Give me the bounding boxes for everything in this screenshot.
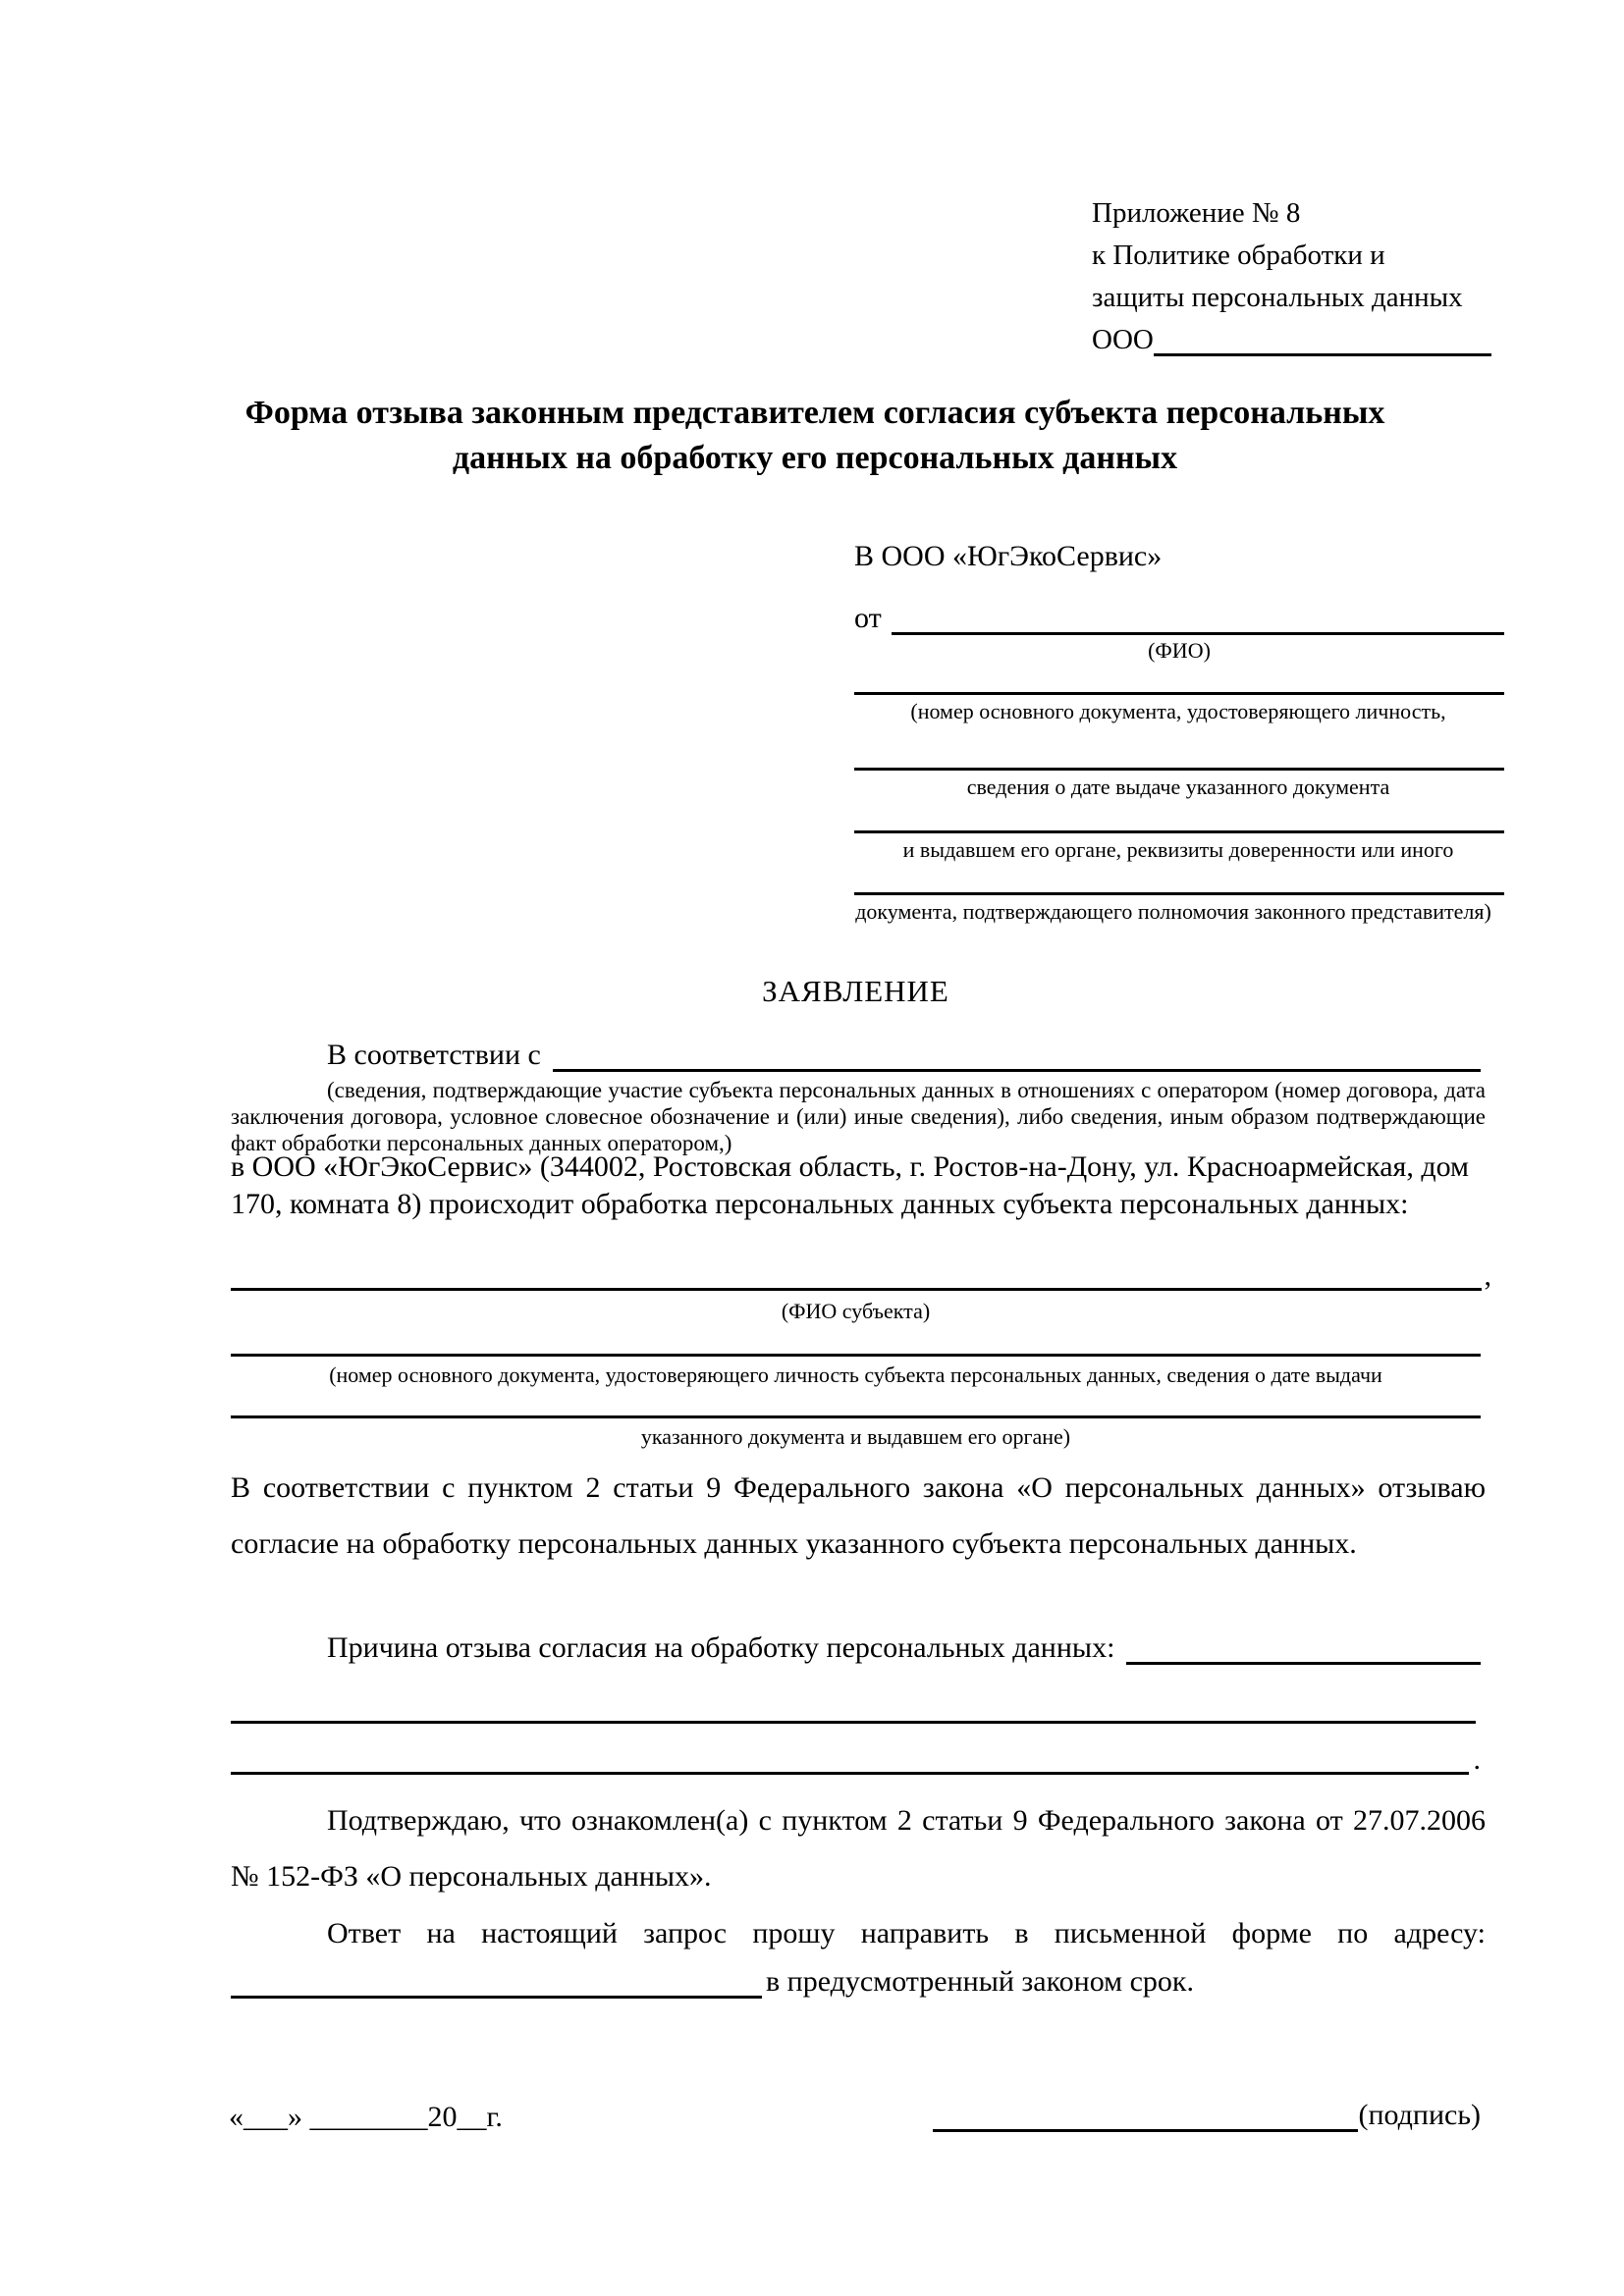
reason-blank-underline: [231, 1772, 1469, 1775]
accordance-blank-underline: [553, 1069, 1481, 1072]
accordance-label: В соответствии с: [327, 1039, 541, 1071]
confirm-paragraph: Подтверждаю, что ознакомлен(а) с пунктом 2 статьи 9 Федерального закона от 27.07.2006 № 152-ФЗ «О персональных данных».: [231, 1804, 1486, 1893]
reply-paragraph: Ответ на настоящий запрос прошу направить в письменной форме по адресу:: [327, 1917, 1486, 1949]
accordance-row: [231, 1033, 1481, 1072]
subject-doc-caption: указанного документа и выдавшем его органе): [640, 1424, 1071, 1449]
subject-doc-blank-underline: [231, 1415, 1481, 1418]
withdraw-paragraph: В соответствии с пунктом 2 статьи 9 Федерального закона «О персональных данных» отзываю согласие на обработку персональных данных указанного субъекта персональных данных.: [231, 1471, 1486, 1560]
operator-paragraph: в ООО «ЮгЭкоСервис» (344002, Ростовская область, г. Ростов-на-Дону, ул. Красноармейская, дом 170, комната 8) происходит обработка персональных данных субъекта персональных данных:: [231, 1150, 1469, 1220]
ooo-label: ООО: [1092, 324, 1154, 355]
reply-tail: в предусмотренный законом срок.: [766, 1965, 1194, 1998]
signature-row: [933, 2093, 1481, 2132]
appendix-line: защиты персональных данных: [1092, 282, 1463, 313]
from-label: от: [854, 602, 882, 634]
doc-caption: (номер основного документа, удостоверяющего личность,: [910, 699, 1446, 723]
from-blank-underline: [892, 632, 1504, 635]
doc-caption: и выдавшем его органе, реквизиты доверенности или иного: [902, 837, 1454, 862]
doc-blank-underline: [854, 830, 1504, 833]
blank-period: .: [1473, 1743, 1481, 1776]
doc-blank-underline: [854, 692, 1504, 695]
signature-caption: (подпись): [1358, 2099, 1481, 2131]
appendix-line: к Политике обработки и: [1092, 240, 1385, 271]
subject-fio-row: [231, 1254, 1491, 1291]
title-wrap: [187, 391, 1443, 481]
reason-blank-row: [231, 1737, 1481, 1775]
reply-address-row: [231, 1959, 1486, 1999]
doc-caption: документа, подтверждающего полномочия законного представителя): [855, 899, 1491, 924]
address-blank-underline: [231, 1959, 762, 1999]
ooo-blank-underline: [1154, 353, 1491, 356]
signature-blank-underline: [933, 2129, 1358, 2132]
statement-heading: ЗАЯВЛЕНИЕ: [762, 974, 949, 1008]
date-field: «___» ________20__г.: [229, 2101, 503, 2133]
appendix-block: [1092, 192, 1491, 361]
doc-blank-underline: [854, 768, 1504, 771]
recipient-organization: В ООО «ЮгЭкоСервис»: [854, 540, 1163, 572]
reason-label: Причина отзыва согласия на обработку персональных данных:: [327, 1631, 1115, 1664]
appendix-line: Приложение № 8: [1092, 197, 1301, 229]
subject-doc-caption: (номер основного документа, удостоверяющего личность субъекта персональных данных, сведения о дате выдачи: [329, 1362, 1382, 1387]
subject-comma: ,: [1484, 1259, 1491, 1292]
subject-doc-blank-underline: [231, 1354, 1481, 1357]
form-title: Форма отзыва законным представителем согласия субъекта персональных данных на обработку его персональных данных: [244, 395, 1385, 476]
doc-blank-underline: [854, 892, 1504, 895]
subject-fio-caption: (ФИО субъекта): [781, 1299, 931, 1323]
fio-caption: (ФИО): [1148, 638, 1211, 663]
reason-blank-underline: [231, 1721, 1476, 1724]
subject-fio-blank-underline: [231, 1288, 1482, 1291]
from-row: [854, 594, 1504, 635]
reason-row: [231, 1626, 1481, 1665]
appendix-ooo-row: [1092, 319, 1491, 361]
doc-caption: сведения о дате выдаче указанного документа: [966, 774, 1390, 799]
reason-blank-underline: [1126, 1662, 1481, 1665]
explanatory-note: (сведения, подтверждающие участие субъекта персональных данных в отношениях с оператором (номер договора, дата заключения договора, условное словесное обозначение и (или) иные сведения), либо сведения, иным образом подтверждающие факт обработки персональных данных оператором,): [231, 1078, 1486, 1155]
